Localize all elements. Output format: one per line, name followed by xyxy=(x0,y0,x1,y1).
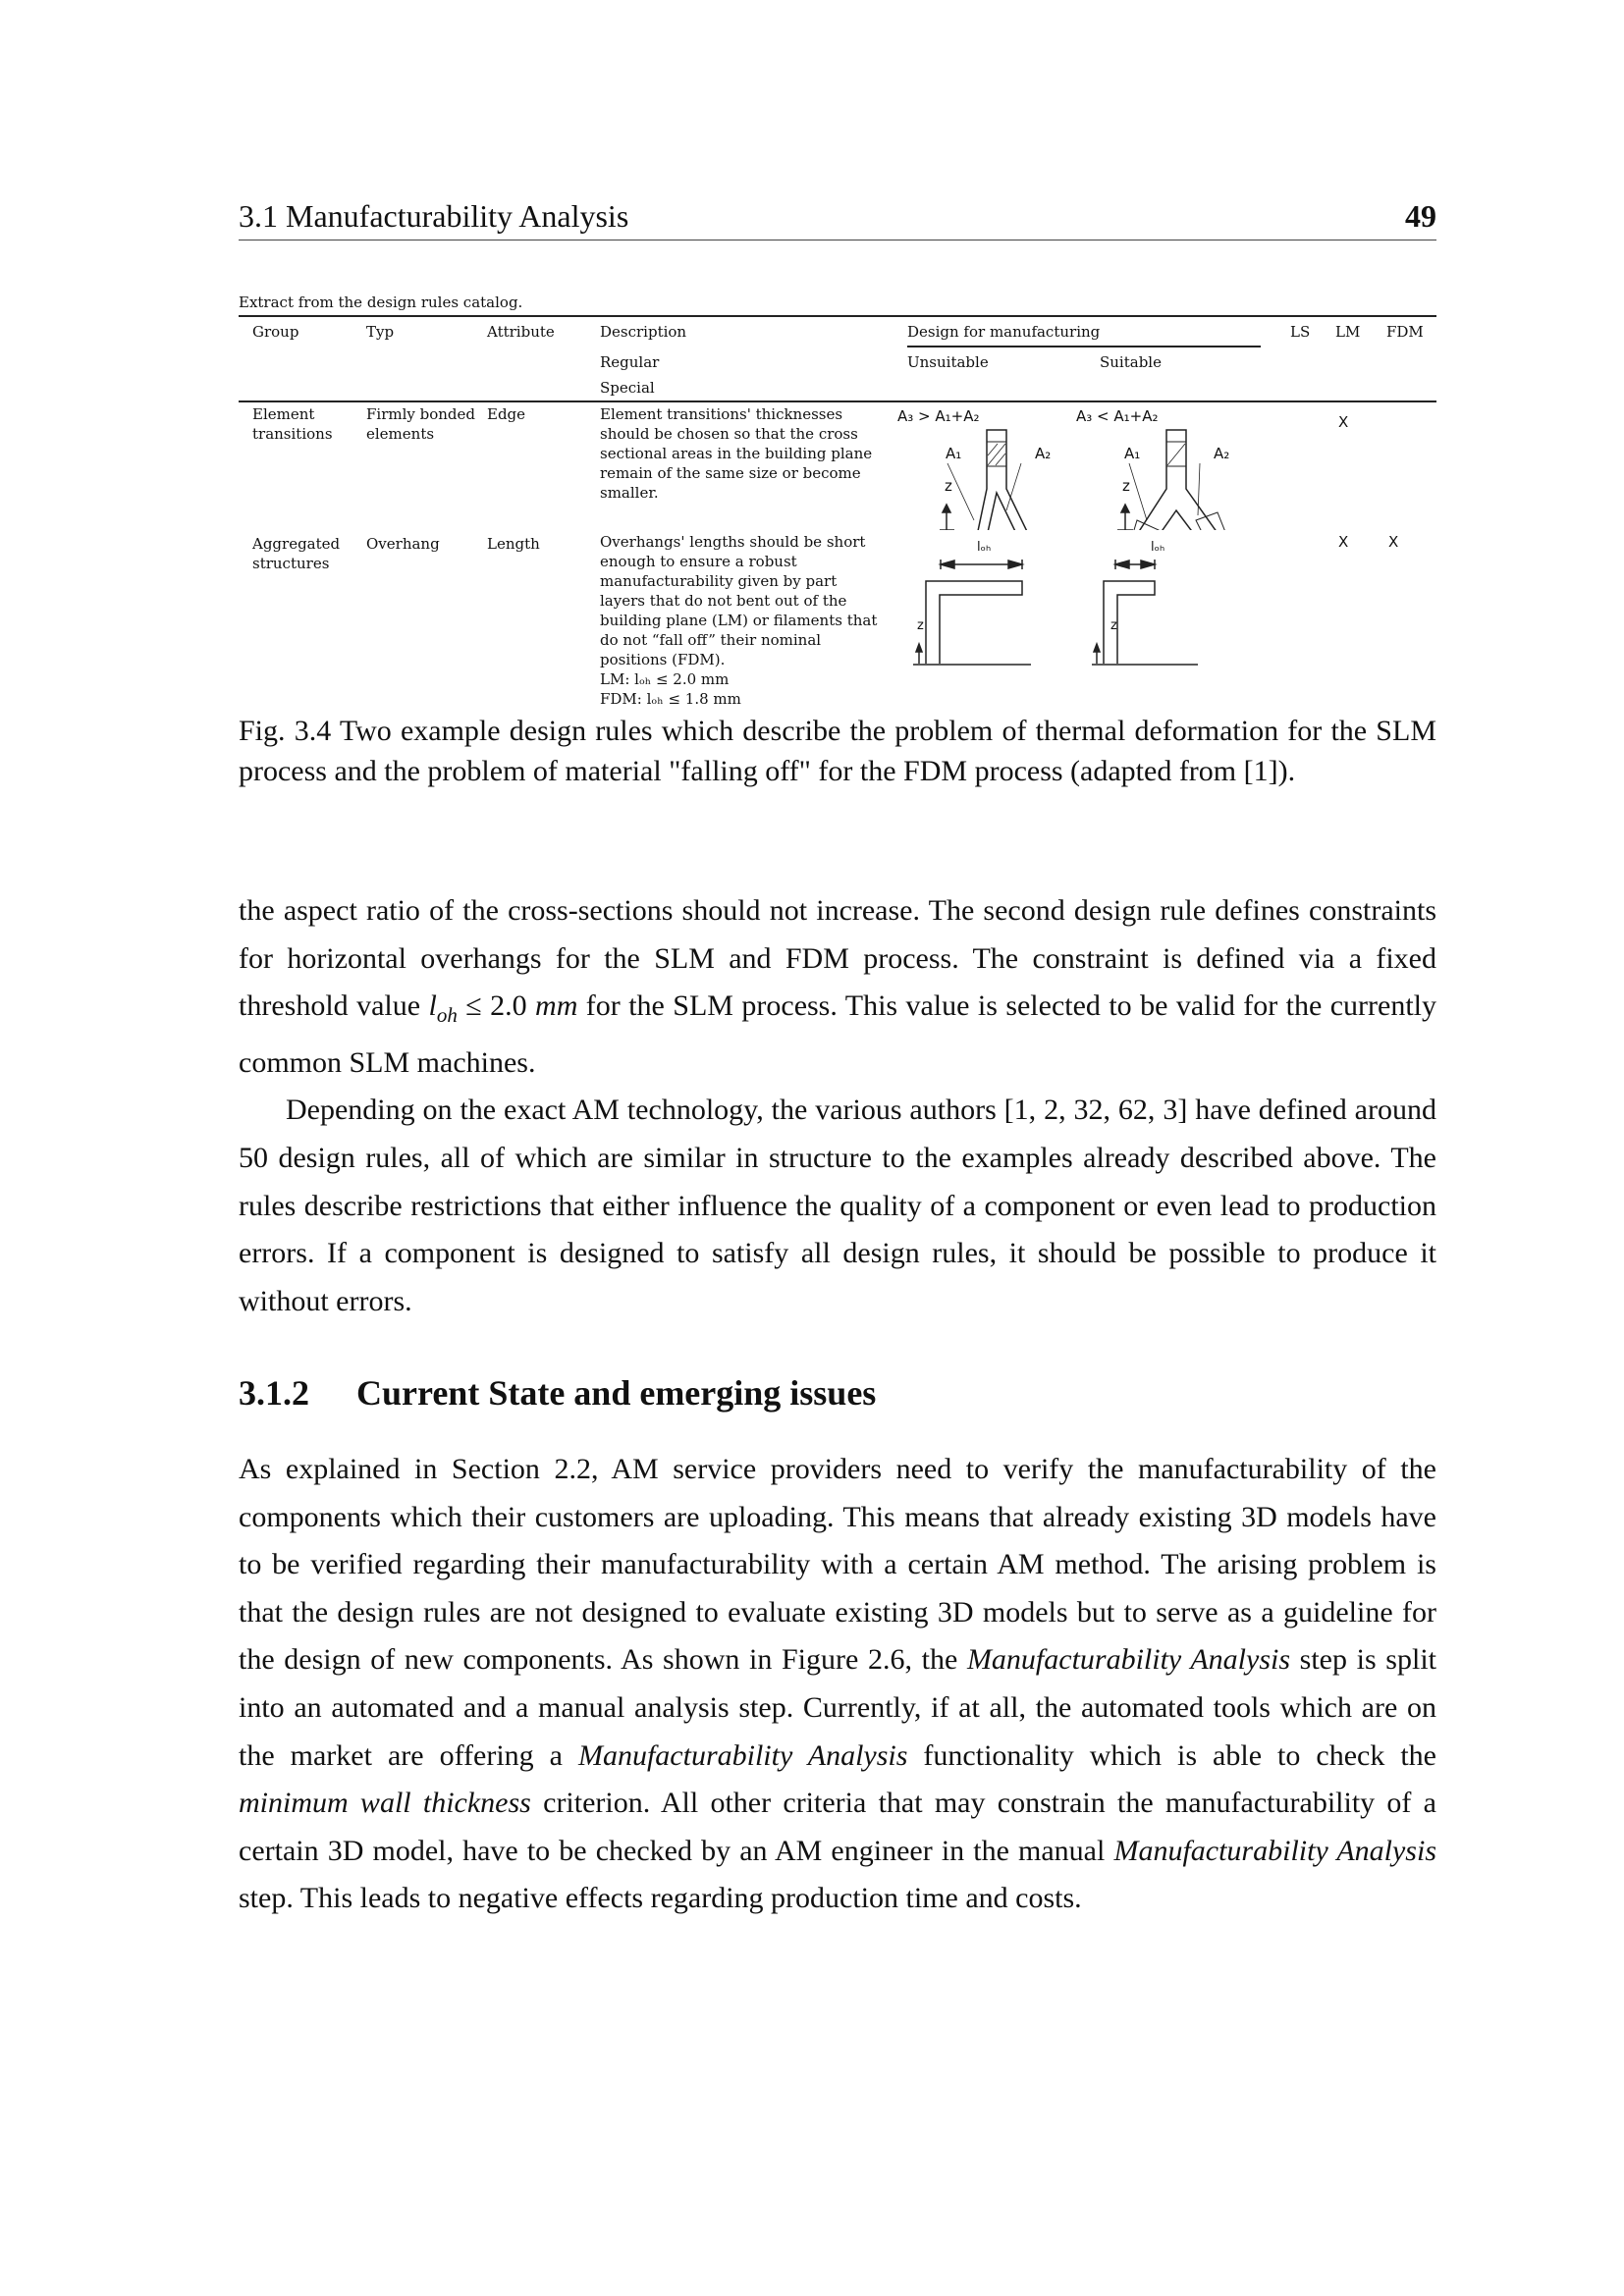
paragraph-1 xyxy=(239,887,1436,1087)
col-group: Group xyxy=(252,323,299,341)
p1-text-b: for the SLM process. This value is selected to be valid for the currently common SLM machines. xyxy=(239,989,1436,1079)
row1-description: Element transitions' thicknesses should be chosen so that the cross sectional areas in the building plane remain of the same size or become smaller. xyxy=(600,405,873,502)
row1-lm-mark: X xyxy=(1338,413,1349,431)
col-attribute: Attribute xyxy=(487,323,555,341)
col-suitable: Suitable xyxy=(1100,353,1162,371)
row2-attribute: Length xyxy=(487,535,540,553)
p3-text-c: functionality which is able to check the xyxy=(907,1738,1436,1772)
row2-description-text: Overhangs' lengths should be short enough to ensure a robust manufacturability given by part layers that do not bent out of the building plane (LM) or filaments that do not “fall off” their nominal positions (FDM). xyxy=(600,533,878,668)
p3-emphasis-2: Manufacturability Analysis xyxy=(577,1738,908,1772)
row2-description xyxy=(600,532,885,709)
overhang-diagram xyxy=(884,550,1276,667)
p3-emphasis-3: minimum wall thickness xyxy=(239,1787,531,1820)
row2-typ: Overhang xyxy=(366,535,440,553)
row2-z-unsuitable: z xyxy=(917,618,924,633)
table-caption: Extract from the design rules catalog. xyxy=(239,294,523,311)
row2-loh-unsuitable: lₒₕ xyxy=(977,540,992,555)
row1-group: Element transitions xyxy=(252,405,333,443)
running-header xyxy=(239,198,1436,240)
col-special: Special xyxy=(600,379,655,397)
row1-a2-suitable: A₂ xyxy=(1214,445,1230,462)
row2-fdm-mark: X xyxy=(1388,533,1399,551)
header-bottom-rule xyxy=(239,400,1436,402)
col-fdm: FDM xyxy=(1386,323,1424,341)
col-typ: Typ xyxy=(366,323,395,341)
math-l: l xyxy=(428,989,437,1023)
row2-loh-suitable: lₒₕ xyxy=(1151,540,1165,555)
section-heading xyxy=(239,1372,876,1414)
col-description: Description xyxy=(600,323,687,341)
p3-text-e: step. This leads to negative effects regarding production time and costs. xyxy=(239,1882,1082,1915)
paragraph-3 xyxy=(239,1446,1436,1923)
row1-attribute: Edge xyxy=(487,405,526,423)
p3-emphasis-4: Manufacturability Analysis xyxy=(1113,1834,1436,1867)
math-unit: mm xyxy=(535,989,578,1023)
dfm-rule xyxy=(907,346,1261,347)
p3-text-b: step is split into an automated and a manual analysis step. Currently, if at all, the automated tools which are on the market are offering a xyxy=(239,1643,1436,1772)
p1-text-a: the aspect ratio of the cross-sections should not increase. The second design rule defines constraints for horizontal overhangs for the SLM and FDM process. The constraint is defined via a fixed threshold value xyxy=(239,894,1436,1023)
section-heading-title: Current State and emerging issues xyxy=(356,1373,877,1413)
row2-lm-mark: X xyxy=(1338,533,1349,551)
col-ls: LS xyxy=(1290,323,1311,341)
row2-z-suitable: z xyxy=(1110,618,1117,633)
row1-a2-unsuitable: A₂ xyxy=(1035,445,1052,462)
section-number: 3.1.2 xyxy=(239,1373,309,1413)
body-text-upper xyxy=(239,887,1436,1325)
row1-typ: Firmly bonded elements xyxy=(366,405,476,443)
section-title: 3.1 Manufacturability Analysis xyxy=(239,198,629,234)
row1-suitable-label: A₃ < A₁+A₂ xyxy=(1076,407,1159,425)
row1-unsuitable-label: A₃ > A₁+A₂ xyxy=(897,407,980,425)
element-transition-diagram xyxy=(884,412,1276,530)
p3-text-a: As explained in Section 2.2, AM service providers need to verify the manufacturability of the components which their customers are uploading. This means that already existing 3D models have to be verified regarding their manufacturability with a certain AM method. The arising problem is that the design rules are not designed to evaluate existing 3D models but to serve as a guideline for the design of new components. As shown in Figure 2.6, the xyxy=(239,1453,1436,1677)
row2-group: Aggregated structures xyxy=(252,535,341,572)
p3-emphasis-1: Manufacturability Analysis xyxy=(966,1643,1291,1677)
math-sub: oh xyxy=(436,1003,458,1028)
math-rest: ≤ 2.0 xyxy=(457,989,536,1023)
row2-fdm-limit: FDM: lₒₕ ≤ 1.8 mm xyxy=(600,690,741,708)
math-loh xyxy=(428,989,458,1028)
row1-a1-suitable: A₁ xyxy=(1124,445,1141,462)
row1-z-suitable: z xyxy=(1122,477,1130,495)
row1-z-unsuitable: z xyxy=(945,477,952,495)
page-number: 49 xyxy=(1405,198,1436,234)
row2-lm-limit: LM: lₒₕ ≤ 2.0 mm xyxy=(600,670,730,688)
p3-text-d: criterion. All other criteria that may constrain the manufacturability of a certain 3D model, have to be checked by an AM engineer in the manual xyxy=(239,1787,1436,1867)
col-dfm: Design for manufacturing xyxy=(907,323,1101,341)
col-unsuitable: Unsuitable xyxy=(907,353,989,371)
row1-a1-unsuitable: A₁ xyxy=(946,445,962,462)
table-top-rule xyxy=(239,315,1436,317)
figure-caption: Fig. 3.4 Two example design rules which describe the problem of thermal deformation for the SLM process and the problem of material "falling off" for the FDM process (adapted from [1]). xyxy=(239,715,1436,787)
paragraph-2: Depending on the exact AM technology, the various authors [1, 2, 32, 62, 3] have defined around 50 design rules, all of which are similar in structure to the examples already described above. The rules describe restrictions that either influence the quality of a component or even lead to production errors. If a component is designed to satisfy all design rules, it should be possible to produce it without errors. xyxy=(239,1094,1436,1317)
col-lm: LM xyxy=(1335,323,1361,341)
col-regular: Regular xyxy=(600,353,660,371)
body-text-lower xyxy=(239,1446,1436,1923)
